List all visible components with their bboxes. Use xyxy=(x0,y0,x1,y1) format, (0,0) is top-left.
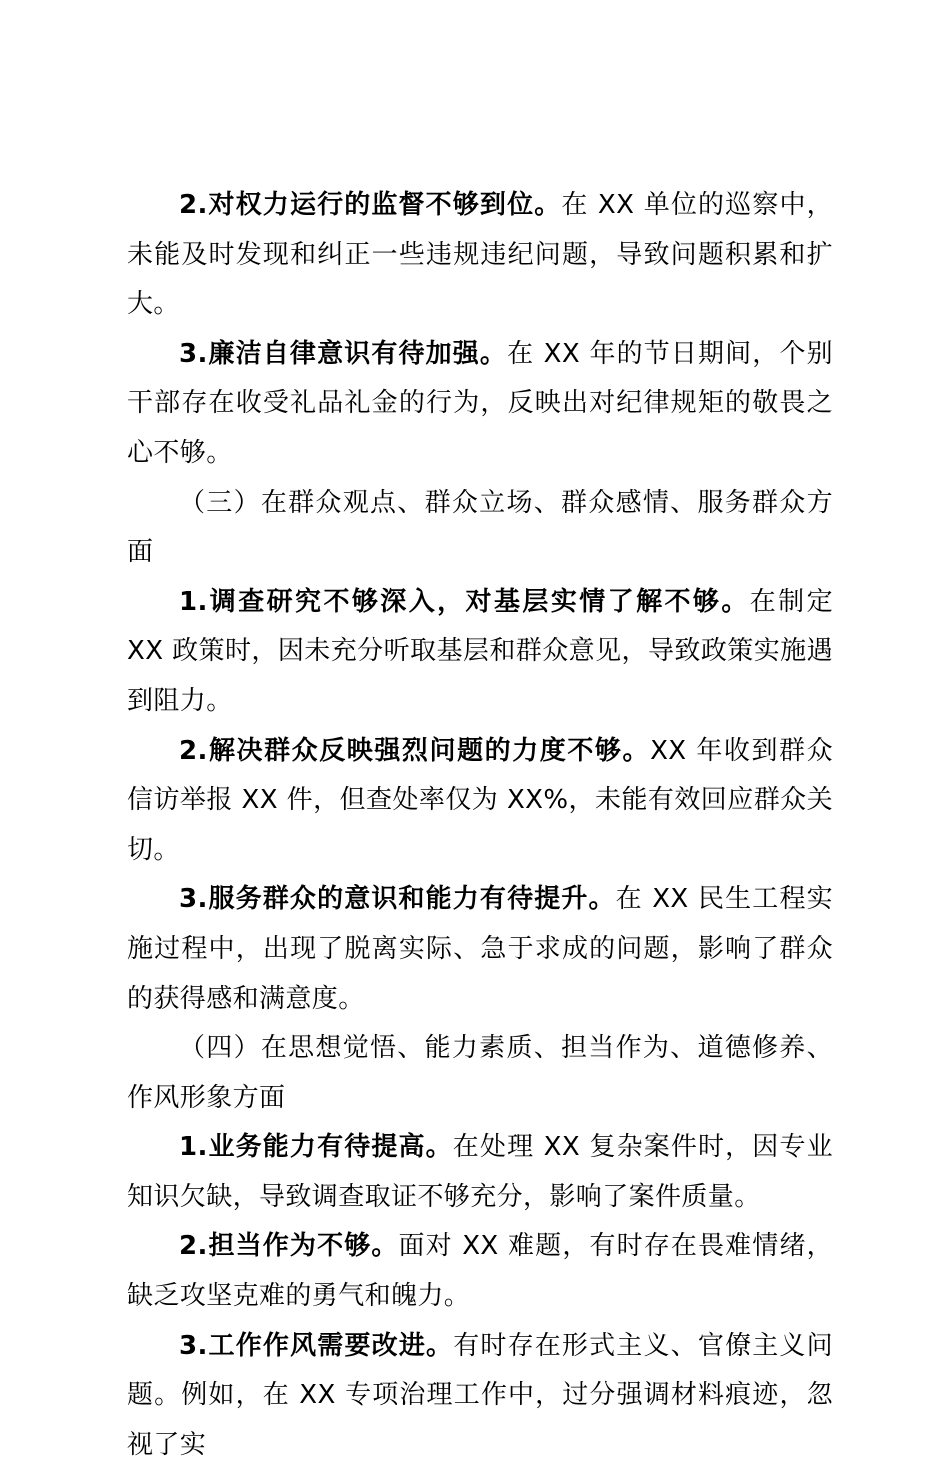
paragraph-heading: 3.服务群众的意识和能力有待提升。 xyxy=(179,884,616,915)
paragraph-heading: 1.调查研究不够深入，对基层实情了解不够。 xyxy=(179,586,750,617)
paragraph-heading: 3.廉洁自律意识有待加强。 xyxy=(179,338,508,369)
paragraph-text: （三）在群众观点、群众立场、群众感情、服务群众方面 xyxy=(127,487,833,568)
document-page xyxy=(127,181,833,1470)
paragraph-heading: 1.业务能力有待提高。 xyxy=(179,1132,453,1163)
paragraph-heading: 2.对权力运行的监督不够到位。 xyxy=(179,190,562,220)
paragraph-text: 面对 XX 难题，有时存在畏难情绪，缺乏攻坚克难的勇气和魄力。 xyxy=(127,1231,833,1312)
paragraph-text: 在制定 XX 政策时，因未充分听取基层和群众意见，导致政策实施遇到阻力。 xyxy=(127,586,834,716)
paragraph-responsibility xyxy=(127,1222,833,1321)
paragraph-text: （四）在思想觉悟、能力素质、担当作为、道德修养、作风形象方面 xyxy=(127,1033,833,1113)
paragraph-heading: 2.担当作为不够。 xyxy=(179,1231,399,1262)
paragraph-capability xyxy=(127,1123,833,1222)
paragraph-text: 在处理 XX 复杂案件时，因专业知识欠缺，导致调查取证不够充分，影响了案件质量。 xyxy=(127,1132,833,1212)
paragraph-heading: 3.工作作风需要改进。 xyxy=(179,1330,454,1361)
paragraph-heading: 2.解决群众反映强烈问题的力度不够。 xyxy=(179,735,651,766)
paragraph-text: 在 XX 单位的巡察中，未能及时发现和纠正一些违规违纪问题，导致问题积累和扩大。 xyxy=(127,190,834,320)
paragraph-complaints xyxy=(127,727,833,876)
paragraph-integrity xyxy=(127,330,833,479)
paragraph-text: 有时存在形式主义、官僚主义问题。例如，在 XX 专项治理工作中，过分强调材料痕迹，忽视了实 xyxy=(127,1330,833,1460)
section-heading-four xyxy=(127,1024,833,1123)
paragraph-service xyxy=(127,875,833,1024)
paragraph-text: 在 XX 年的节日期间，个别干部存在收受礼品礼金的行为，反映出对纪律规矩的敬畏之心不够。 xyxy=(127,338,833,468)
paragraph-text: 在 XX 民生工程实施过程中，出现了脱离实际、急于求成的问题，影响了群众的获得感和满意度。 xyxy=(127,884,833,1014)
paragraph-text: XX 年收到群众信访举报 XX 件，但查处率仅为 XX%，未能有效回应群众关切。 xyxy=(127,735,833,865)
paragraph-supervision xyxy=(127,181,833,330)
section-heading-three xyxy=(127,479,833,578)
paragraph-research xyxy=(127,578,833,727)
